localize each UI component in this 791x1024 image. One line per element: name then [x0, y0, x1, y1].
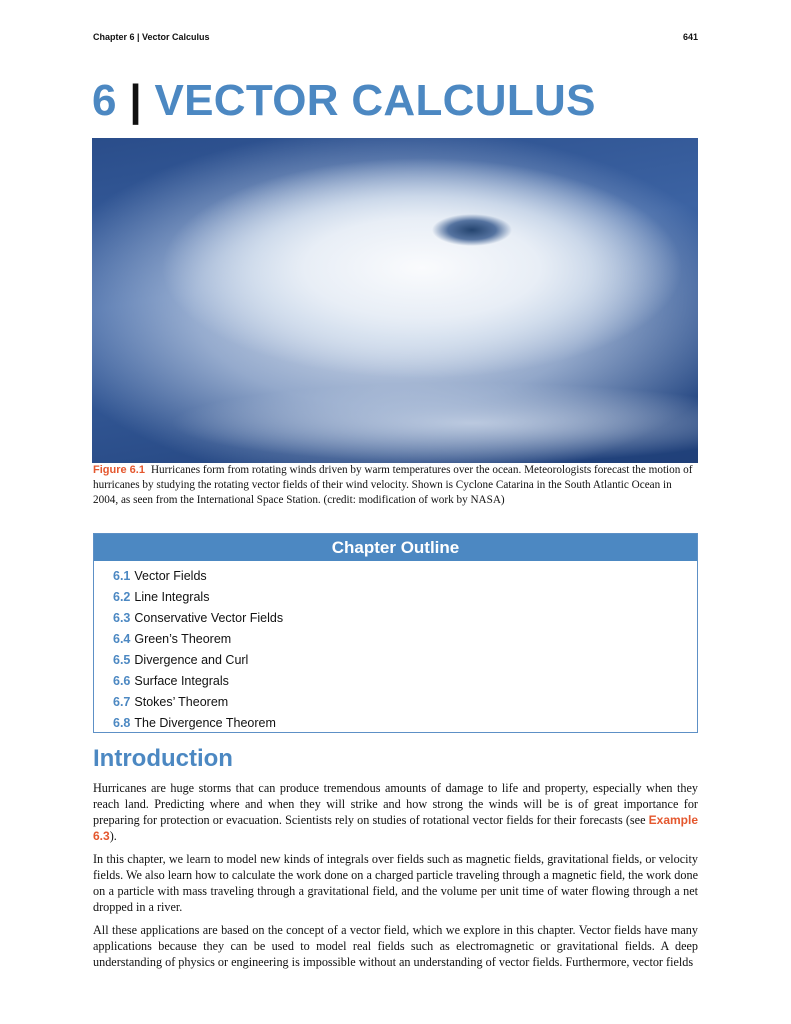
outline-item-label: The Divergence Theorem — [134, 716, 276, 730]
outline-item-number: 6.4 — [113, 632, 131, 646]
paragraph: In this chapter, we learn to model new kinds of integrals over fields such as magnetic fields, gravitational fields, or velocity fields. We also learn how to calculate the work done on a charged particle traveling through a magnetic field, the work done on a particle with mass traveling through a gravitational field, and the volume per unit time of water flowing through a net dropped in a river. — [93, 852, 698, 914]
outline-item-label: Green’s Theorem — [134, 632, 232, 646]
section-heading-introduction: Introduction — [93, 745, 233, 772]
chapter-title — [92, 76, 596, 126]
running-header-chapter: Chapter 6 | Vector Calculus — [93, 32, 210, 42]
hurricane-photo — [92, 138, 698, 463]
outline-item-number: 6.6 — [113, 674, 131, 688]
outline-item[interactable] — [113, 650, 697, 671]
outline-item-number: 6.1 — [113, 569, 131, 583]
chapter-outline-title: Chapter Outline — [94, 534, 697, 561]
figure-caption — [93, 463, 698, 508]
outline-item-label: Conservative Vector Fields — [134, 611, 284, 625]
chapter-outline-box — [93, 533, 698, 733]
example-link[interactable]: Example 6.3 — [93, 813, 698, 843]
outline-item-number: 6.5 — [113, 653, 131, 667]
figure-label: Figure 6.1 — [93, 464, 145, 476]
outline-item[interactable] — [113, 566, 697, 587]
outline-item[interactable] — [113, 692, 697, 713]
outline-item-number: 6.2 — [113, 590, 131, 604]
outline-item-label: Line Integrals — [134, 590, 210, 604]
paragraph-text: Hurricanes are huge storms that can produce tremendous amounts of damage to life and property, especially when they reach land. Predicting where and when they will strike and how strong the winds will be is of great importance for preparing for protection or evacuation. Scientists rely on studies of rotational vector fields for their forecasts (see — [93, 781, 698, 827]
outline-item-label: Vector Fields — [134, 569, 207, 583]
chapter-title-text: VECTOR CALCULUS — [154, 76, 596, 125]
outline-item[interactable] — [113, 713, 697, 734]
outline-item[interactable] — [113, 629, 697, 650]
paragraph — [93, 780, 698, 844]
paragraph-text: ). — [109, 829, 117, 843]
figure-caption-text: Hurricanes form from rotating winds driven by warm temperatures over the ocean. Meteorologists forecast the motion of hurricanes by studying the rotating vector fields of their wind velocity. Shown is Cyclone Catarina in the South Atlantic Ocean in 2004, as seen from the International Space Station. (credit: modification of work by NASA) — [93, 464, 693, 506]
chapter-number: 6 — [92, 76, 117, 125]
outline-item-label: Divergence and Curl — [134, 653, 249, 667]
outline-item-label: Surface Integrals — [134, 674, 229, 688]
introduction-body — [93, 780, 698, 977]
outline-item-label: Stokes’ Theorem — [134, 695, 229, 709]
outline-item[interactable] — [113, 671, 697, 692]
outline-item[interactable] — [113, 608, 697, 629]
title-separator: | — [129, 76, 142, 125]
paragraph: All these applications are based on the concept of a vector field, which we explore in this chapter. Vector fields have many applications because they can be used to model real fields such as electromagnetic or gravitational fields. A deep understanding of physics or engineering is impossible without an understanding of vector fields. Furthermore, vector fields — [93, 923, 698, 969]
page-number: 641 — [682, 32, 698, 42]
outline-item-number: 6.3 — [113, 611, 131, 625]
outline-item[interactable] — [113, 587, 697, 608]
outline-item-number: 6.8 — [113, 716, 131, 730]
outline-item-number: 6.7 — [113, 695, 131, 709]
